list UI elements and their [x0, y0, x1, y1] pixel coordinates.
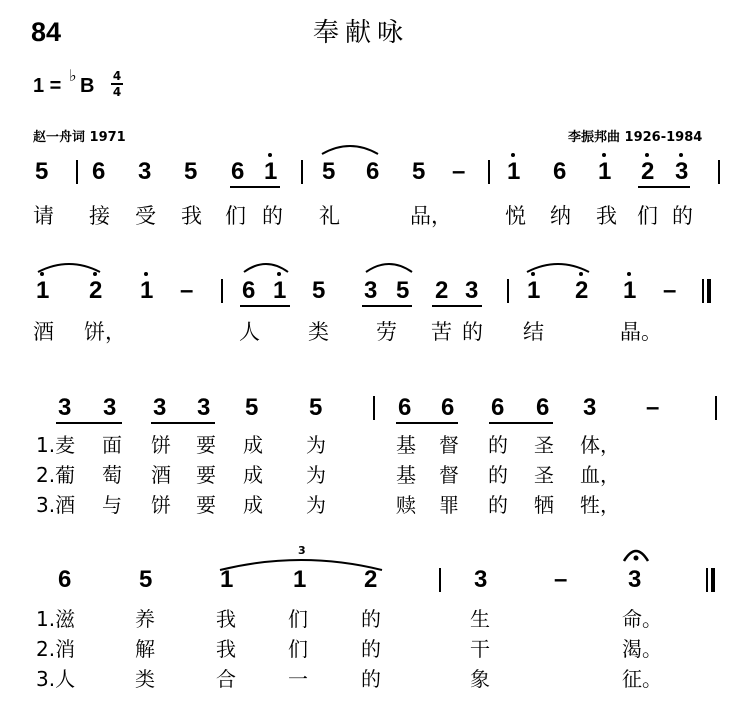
lyric: 要 — [196, 463, 216, 487]
lyric: 酒 — [33, 320, 54, 344]
note: 3 — [675, 158, 689, 185]
note: 5 — [309, 394, 323, 421]
note: 5 — [184, 158, 198, 185]
lyric: 生 — [470, 607, 490, 631]
lyric: 饼 — [151, 433, 171, 457]
high-dot — [645, 153, 649, 157]
time-bottom: 4 — [112, 85, 122, 99]
dash: – — [554, 566, 568, 593]
lyric: 饼 — [151, 493, 171, 517]
lyric: 我 — [181, 204, 202, 228]
lyric: 酒 — [151, 463, 171, 487]
note: 5 — [245, 394, 259, 421]
triplet-label: 3 — [298, 544, 306, 557]
lyric: 1.麦 — [36, 433, 76, 457]
lyric: 牺 — [534, 493, 554, 517]
lyric: 类 — [135, 667, 155, 691]
note: 2 — [89, 277, 103, 304]
slur — [364, 260, 414, 274]
high-dot — [679, 153, 683, 157]
lyric: 的 — [361, 607, 381, 631]
note: 1 — [527, 277, 541, 304]
note: 6 — [366, 158, 380, 185]
underline — [396, 422, 458, 424]
underline — [362, 305, 412, 307]
lyric: 的 — [262, 204, 283, 228]
lyric: 2.消 — [36, 637, 76, 661]
barline — [221, 279, 223, 303]
lyric: 礼 — [319, 204, 340, 228]
note: 6 — [231, 158, 245, 185]
lyric: 解 — [135, 637, 155, 661]
lyric: 为 — [306, 463, 326, 487]
lyric: 的 — [488, 463, 508, 487]
lyric: 成 — [243, 433, 263, 457]
note: 3 — [58, 394, 72, 421]
lyric: 萄 — [102, 463, 122, 487]
lyric: 要 — [196, 433, 216, 457]
lyric: 征。 — [622, 667, 662, 691]
note: 6 — [441, 394, 455, 421]
lyric: 2.葡 — [36, 463, 76, 487]
lyric: 牲， — [580, 493, 620, 517]
lyric: 基 — [396, 463, 416, 487]
lyric: 的 — [672, 204, 693, 228]
note: 1 — [36, 277, 50, 304]
note: 1 — [623, 277, 637, 304]
high-dot — [579, 272, 583, 276]
high-dot — [268, 153, 272, 157]
note: 3 — [583, 394, 597, 421]
lyric: 干 — [470, 637, 490, 661]
lyric: 成 — [243, 463, 263, 487]
note: 6 — [553, 158, 567, 185]
dash: – — [663, 277, 677, 304]
key-prefix: 1 = — [33, 75, 62, 97]
final-barline-thin — [702, 279, 704, 303]
lyric: 的 — [361, 637, 381, 661]
lyric: 圣 — [534, 463, 554, 487]
final-barline-thick — [711, 568, 715, 592]
lyric: 悦 — [505, 204, 526, 228]
lyric: 1.滋 — [36, 607, 76, 631]
note: 3 — [103, 394, 117, 421]
note: 3 — [197, 394, 211, 421]
note: 5 — [312, 277, 326, 304]
note: 1 — [140, 277, 154, 304]
barline — [507, 279, 509, 303]
note: 5 — [35, 158, 49, 185]
lyric: 3.人 — [36, 667, 76, 691]
lyric: 受 — [135, 204, 156, 228]
note: 3 — [474, 566, 488, 593]
note: 1 — [293, 566, 307, 593]
barline — [715, 396, 717, 420]
lyric: 成 — [243, 493, 263, 517]
underline — [432, 305, 482, 307]
lyric: 的 — [488, 493, 508, 517]
note: 2 — [364, 566, 378, 593]
lyric: 合 — [216, 667, 236, 691]
lyric: 劳 — [376, 320, 397, 344]
underline — [489, 422, 553, 424]
time-top: 4 — [112, 69, 122, 83]
lyric: 们 — [637, 204, 658, 228]
note: 6 — [536, 394, 550, 421]
lyric: 我 — [596, 204, 617, 228]
high-dot — [602, 153, 606, 157]
dash: – — [180, 277, 194, 304]
lyric: 圣 — [534, 433, 554, 457]
underline — [230, 186, 280, 188]
final-barline-thick — [707, 279, 711, 303]
lyric: 为 — [306, 493, 326, 517]
high-dot — [627, 272, 631, 276]
lyric: 赎 — [396, 493, 416, 517]
note: 6 — [491, 394, 505, 421]
lyric: 血， — [580, 463, 620, 487]
lyric: 象 — [470, 667, 490, 691]
lyric: 基 — [396, 433, 416, 457]
lyric: 3.酒 — [36, 493, 76, 517]
barline — [301, 160, 303, 184]
note: 3 — [465, 277, 479, 304]
final-barline-thin — [706, 568, 708, 592]
note: 2 — [575, 277, 589, 304]
note: 6 — [242, 277, 256, 304]
note: 1 — [264, 158, 278, 185]
barline — [439, 568, 441, 592]
note: 1 — [273, 277, 287, 304]
lyric: 督 — [439, 463, 459, 487]
lyric: 接 — [89, 204, 110, 228]
lyric: 们 — [288, 607, 308, 631]
lyric: 结 — [523, 320, 544, 344]
lyric: 人 — [239, 320, 260, 344]
lyric: 们 — [225, 204, 246, 228]
lyric: 请 — [33, 204, 54, 228]
song-title: 奉献咏 — [313, 18, 410, 48]
lyric: 们 — [288, 637, 308, 661]
barline — [488, 160, 490, 184]
note: 5 — [396, 277, 410, 304]
lyric: 与 — [102, 493, 122, 517]
barline — [718, 160, 720, 184]
note: 2 — [435, 277, 449, 304]
lyric: 渴。 — [622, 637, 662, 661]
composer-credit: 李振邦曲 1926-1984 — [568, 130, 703, 145]
lyric: 一 — [288, 667, 308, 691]
lyric: 养 — [135, 607, 155, 631]
dash: – — [452, 158, 466, 185]
underline — [56, 422, 122, 424]
high-dot — [511, 153, 515, 157]
note: 3 — [153, 394, 167, 421]
lyric: 要 — [196, 493, 216, 517]
song-number: 84 — [31, 17, 62, 47]
lyric: 为 — [306, 433, 326, 457]
flat-sign: ♭ — [69, 66, 77, 85]
lyric: 饼， — [84, 320, 126, 344]
note: 1 — [507, 158, 521, 185]
lyricist-credit: 赵一舟词 1971 — [33, 130, 126, 145]
high-dot — [93, 272, 97, 276]
lyric: 的 — [488, 433, 508, 457]
note: 5 — [139, 566, 153, 593]
note: 1 — [220, 566, 234, 593]
lyric: 品， — [410, 204, 452, 228]
underline — [151, 422, 215, 424]
note: 3 — [364, 277, 378, 304]
note: 3 — [138, 158, 152, 185]
dash: – — [646, 394, 660, 421]
slur — [242, 260, 290, 274]
barline — [373, 396, 375, 420]
lyric: 晶。 — [620, 320, 662, 344]
lyric: 命。 — [622, 607, 662, 631]
key-note: B — [80, 75, 95, 97]
lyric: 的 — [462, 320, 483, 344]
lyric: 的 — [361, 667, 381, 691]
high-dot — [531, 272, 535, 276]
lyric: 纳 — [550, 204, 571, 228]
note: 5 — [322, 158, 336, 185]
time-signature — [111, 70, 123, 98]
underline — [638, 186, 690, 188]
high-dot — [144, 272, 148, 276]
high-dot — [40, 272, 44, 276]
lyric: 苦 — [431, 320, 452, 344]
note: 1 — [598, 158, 612, 185]
fermata — [622, 547, 650, 563]
note: 6 — [58, 566, 72, 593]
high-dot — [277, 272, 281, 276]
lyric: 体， — [580, 433, 620, 457]
underline — [240, 305, 290, 307]
slur — [36, 260, 102, 274]
note: 2 — [641, 158, 655, 185]
lyric: 面 — [102, 433, 122, 457]
lyric: 督 — [439, 433, 459, 457]
lyric: 我 — [216, 607, 236, 631]
lyric: 类 — [308, 320, 329, 344]
note: 3 — [628, 566, 642, 593]
slur — [320, 142, 380, 156]
lyric: 我 — [216, 637, 236, 661]
note: 6 — [398, 394, 412, 421]
note: 5 — [412, 158, 426, 185]
note: 6 — [92, 158, 106, 185]
lyric: 罪 — [439, 493, 459, 517]
barline — [76, 160, 78, 184]
